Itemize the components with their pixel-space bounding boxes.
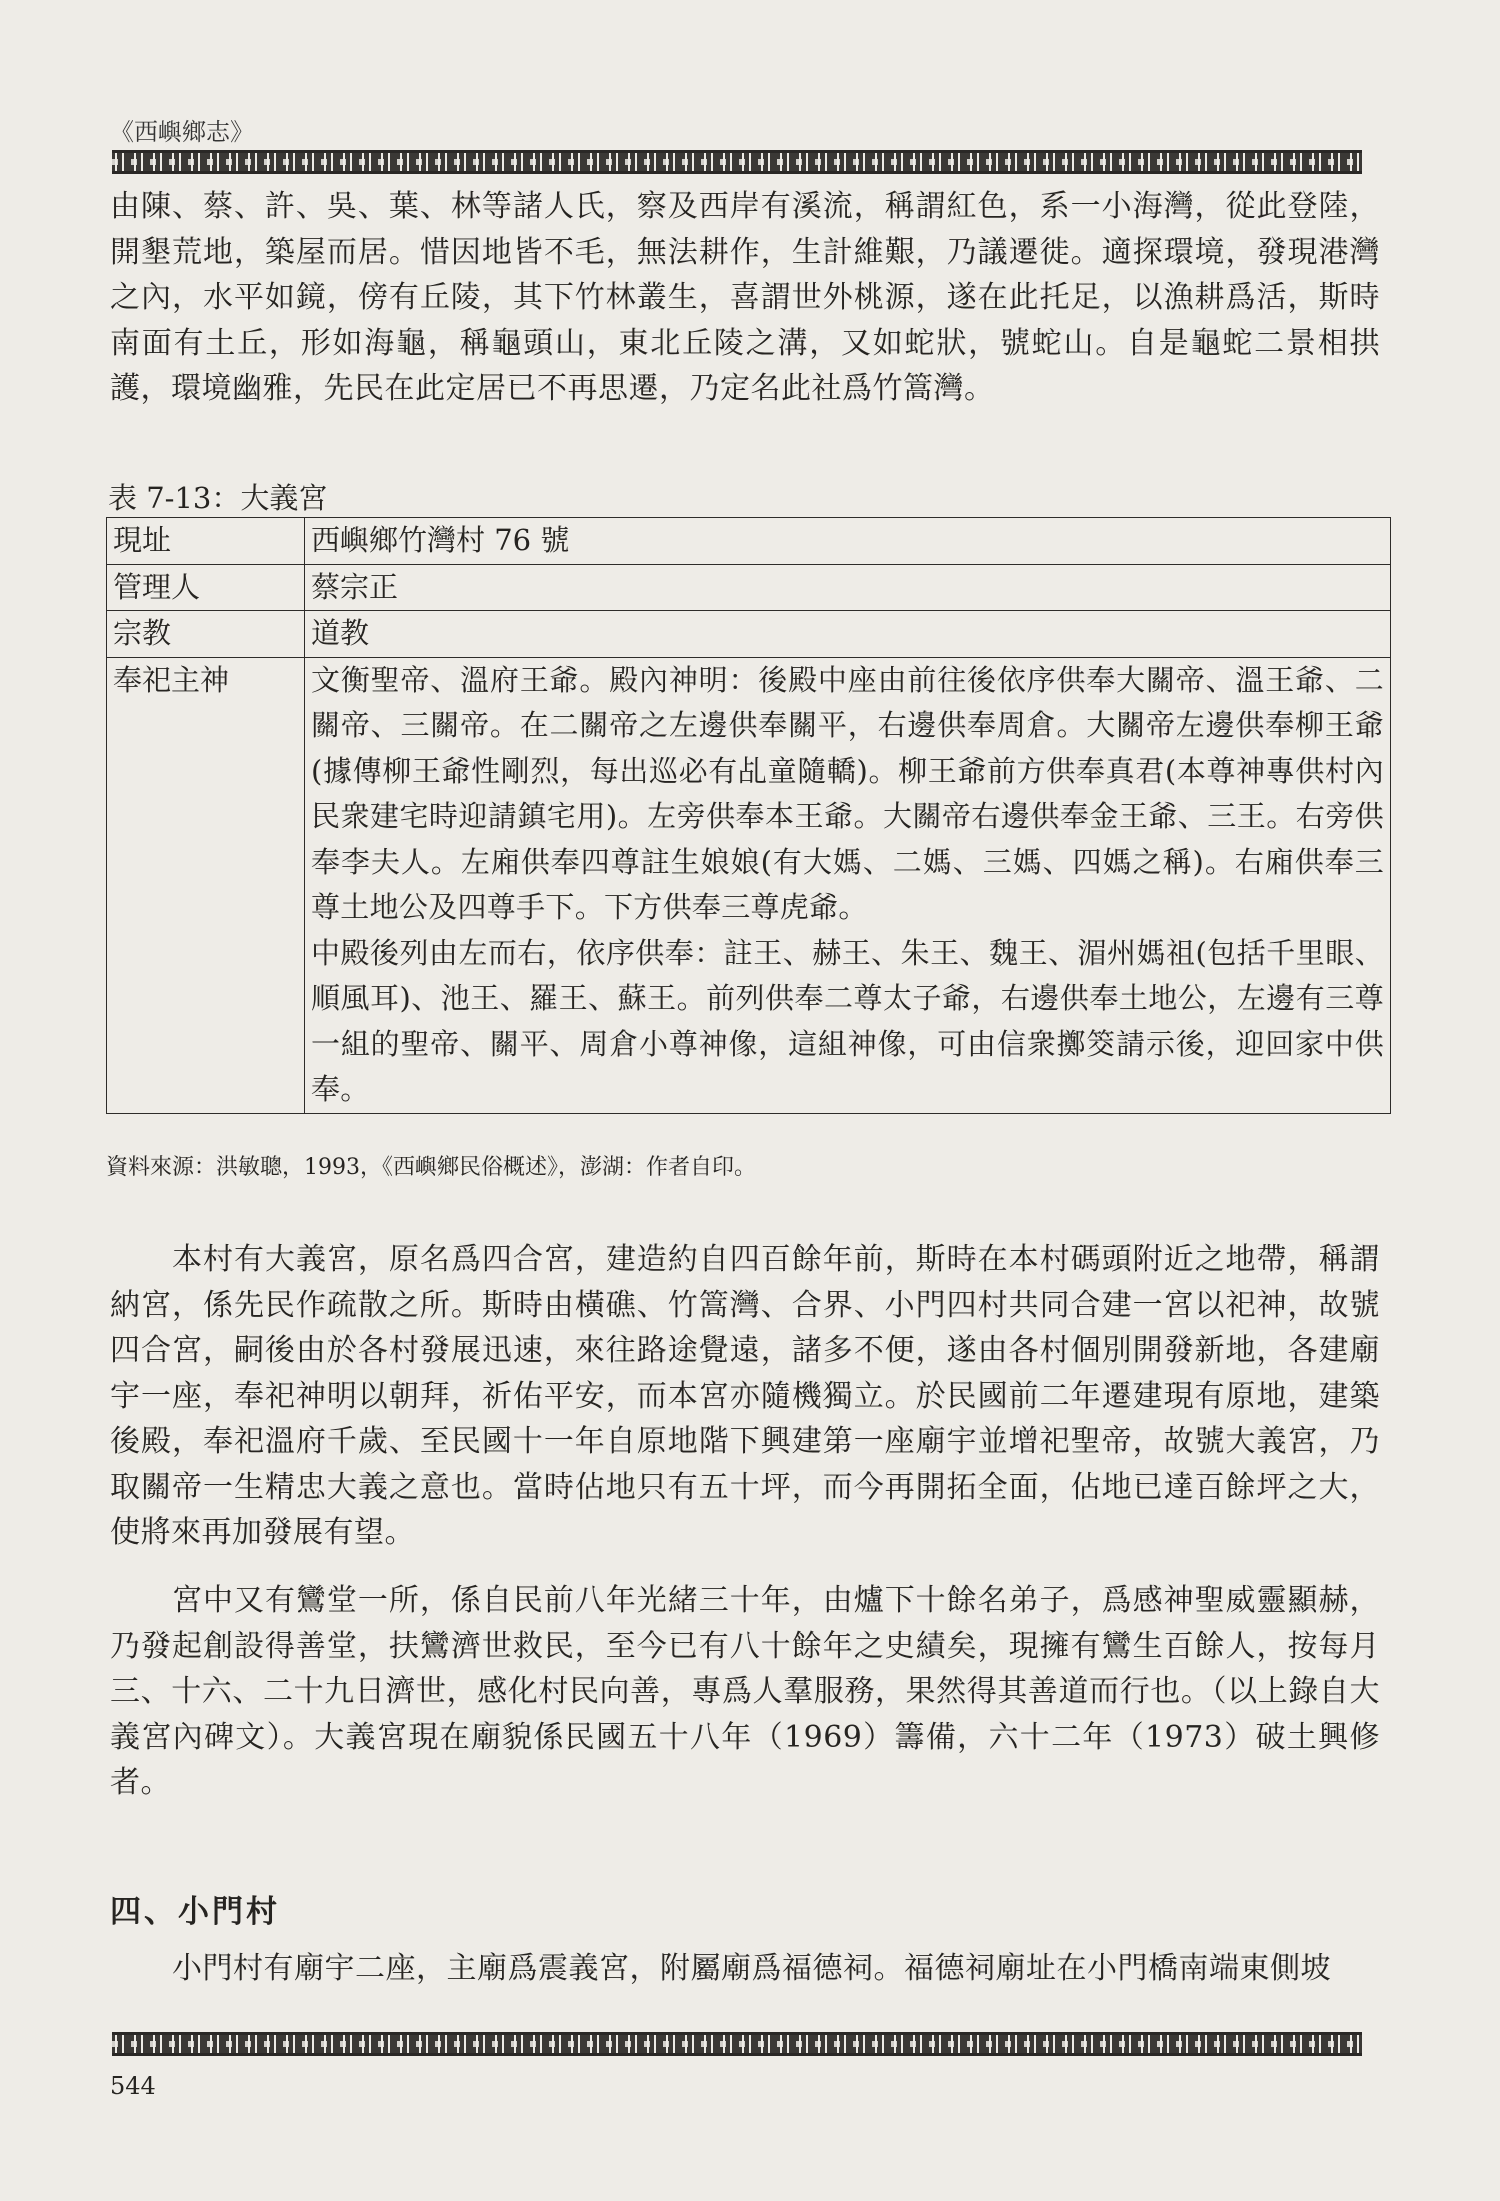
table-label-manager: 管理人 bbox=[107, 564, 305, 611]
table-row bbox=[107, 657, 1391, 1113]
table-value-address: 西嶼鄉竹灣村 76 號 bbox=[305, 518, 1391, 565]
running-title: 《西嶼鄉志》 bbox=[110, 118, 254, 146]
table-value-deity bbox=[305, 657, 1391, 1113]
table-label-address: 現址 bbox=[107, 518, 305, 565]
table-source-note: 資料來源：洪敏聰，1993，《西嶼鄉民俗概述》，澎湖：作者自印。 bbox=[106, 1155, 756, 1180]
table-label-religion: 宗教 bbox=[107, 611, 305, 658]
deity-description-rear-hall: 文衡聖帝、溫府王爺。殿內神明：後殿中座由前往後依序供奉大關帝、溫王爺、二關帝、三關帝。在二關帝之左邊供奉關平，右邊供奉周倉。大關帝左邊供奉柳王爺(據傳柳王爺性剛烈，每出巡必有乩童隨轎)。柳王爺前方供奉真君(本尊神專供村內民衆建宅時迎請鎮宅用)。左旁供奉本王爺。大關帝右邊供奉金王爺、三王。右旁供奉李夫人。左廂供奉四尊註生娘娘(有大媽、二媽、三媽、四媽之稱)。右廂供奉三尊土地公及四尊手下。下方供奉三尊虎爺。 bbox=[311, 662, 1384, 924]
intro-paragraph: 由陳、蔡、許、吳、葉、林等諸人氏，察及西岸有溪流，稱謂紅色，系一小海灣，從此登陸，開墾荒地，築屋而居。惜因地皆不毛，無法耕作，生計維艱，乃議遷徙。適探環境，發現港灣之內，水平如鏡，傍有丘陵，其下竹林叢生，喜謂世外桃源，遂在此托足，以漁耕爲活，斯時南面有土丘，形如海龜，稱龜頭山，東北丘陵之溝，又如蛇狀，號蛇山。自是龜蛇二景相拱護，環境幽雅，先民在此定居已不再思遷，乃定名此社爲竹篙灣。 bbox=[110, 189, 1380, 406]
page-number: 544 bbox=[110, 2072, 156, 2100]
table-row bbox=[107, 611, 1391, 658]
bottom-decorative-border bbox=[112, 2032, 1362, 2056]
deity-description-middle-hall: 中殿後列由左而右，依序供奉：註王、赫王、朱王、魏王、湄州媽祖(包括千里眼、順風耳)、池王、羅王、蘇王。前列供奉二尊太子爺，右邊供奉土地公，左邊有三尊一組的聖帝、關平、周倉小尊神像，這組神像，可由信衆擲筊請示後，迎回家中供奉。 bbox=[311, 935, 1384, 1106]
body-paragraph-xiaomen: 小門村有廟宇二座，主廟爲震義宮，附屬廟爲福德祠。福德祠廟址在小門橋南端東側坡 bbox=[172, 1951, 1331, 1986]
table-label-deity: 奉祀主神 bbox=[107, 657, 305, 1113]
table-caption: 表 7-13：大義宮 bbox=[108, 481, 328, 515]
temple-info-table bbox=[106, 517, 1391, 1114]
section-heading: 四、小門村 bbox=[110, 1894, 280, 1930]
table-row bbox=[107, 518, 1391, 565]
body-paragraph-luantang: 宮中又有鸞堂一所，係自民前八年光緒三十年，由爐下十餘名弟子，爲感神聖威靈顯赫，乃發起創設得善堂，扶鸞濟世救民，至今已有八十餘年之史績矣，現擁有鸞生百餘人，按每月三、十六、二十九日濟世，感化村民向善，專爲人羣服務，果然得其善道而行也。（以上錄自大義宮內碑文）。大義宮現在廟貌係民國五十八年（1969）籌備，六十二年（1973）破土興修者。 bbox=[110, 1583, 1380, 1800]
table-value-religion: 道教 bbox=[305, 611, 1391, 658]
body-paragraph-history: 本村有大義宮，原名爲四合宮，建造約自四百餘年前，斯時在本村碼頭附近之地帶，稱謂納宮，係先民作疏散之所。斯時由橫礁、竹篙灣、合界、小門四村共同合建一宮以祀神，故號四合宮，嗣後由於各村發展迅速，來往路途覺遠，諸多不便，遂由各村個別開發新地，各建廟宇一座，奉祀神明以朝拜，祈佑平安，而本宮亦隨機獨立。於民國前二年遷建現有原地，建築後殿，奉祀溫府千歲、至民國十一年自原地階下興建第一座廟宇並增祀聖帝，故號大義宮，乃取關帝一生精忠大義之意也。當時佔地只有五十坪，而今再開拓全面，佔地已達百餘坪之大，使將來再加發展有望。 bbox=[110, 1242, 1380, 1550]
table-value-manager: 蔡宗正 bbox=[305, 564, 1391, 611]
top-decorative-border bbox=[112, 150, 1362, 174]
table-row bbox=[107, 564, 1391, 611]
